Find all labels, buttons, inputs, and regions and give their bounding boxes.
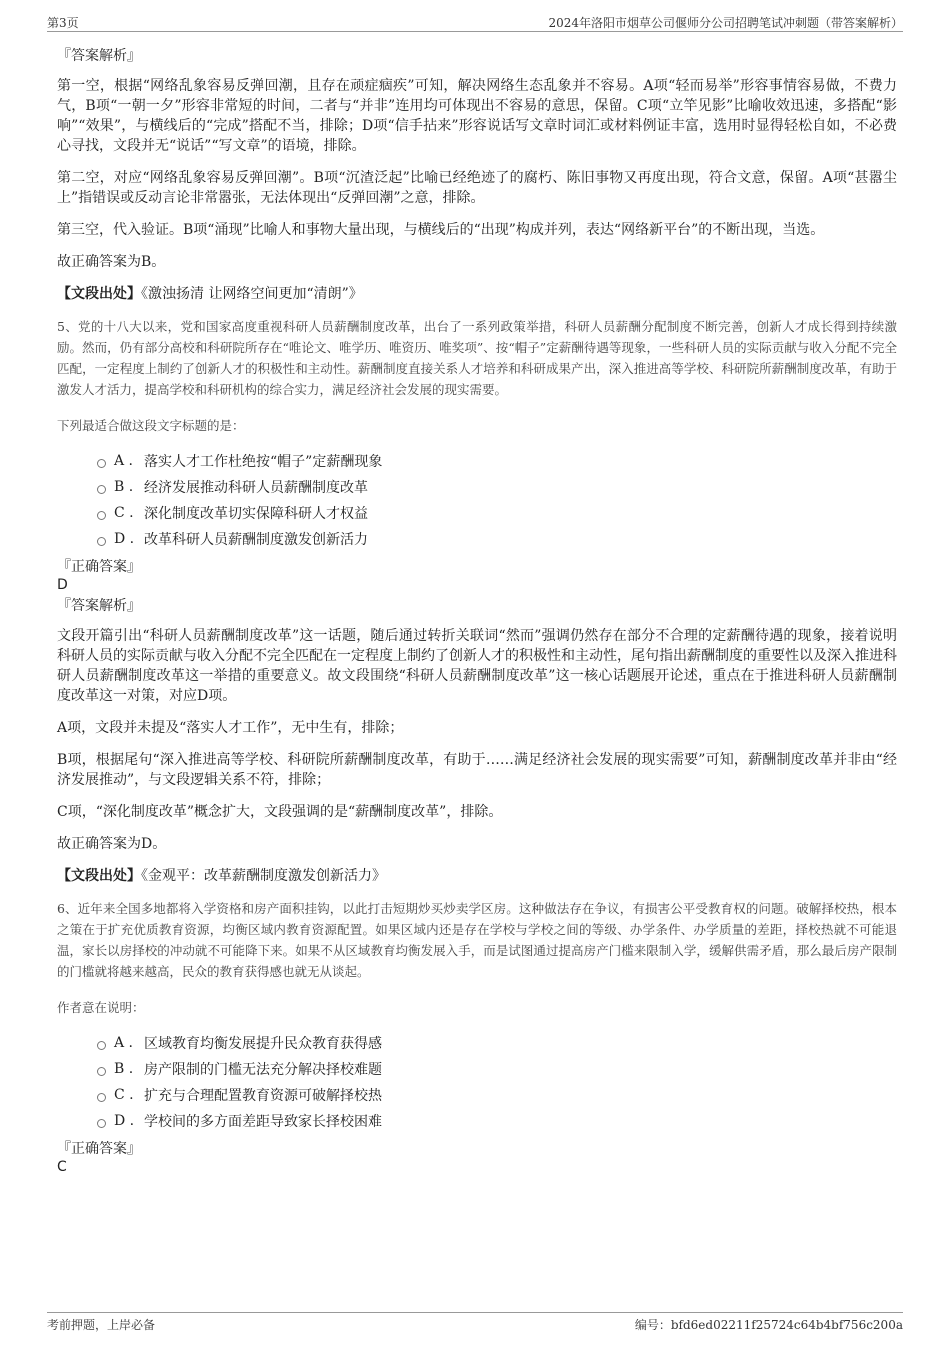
radio-icon[interactable] xyxy=(97,1041,106,1050)
option-b[interactable] xyxy=(97,1056,897,1082)
analysis-paragraph: 第一空，根据“网络乱象容易反弹回潮，且存在顽症痼疾”可知，解决网络生态乱象并不容易。A项“轻而易举”形容事情容易做，不费力气，B项“一朝一夕”形容非常短的时间，二者与“并非”连用均可体现出不容易的意思，保留。C项“立竿见影”比喻收效迅速，多搭配“影响”“效果”，与横线后的“完成”搭配不当，排除；D项“信手拈来”形容说话写文章时词汇或材料例证丰富，选用时显得轻松自如，不必费心寻找，文段并无“说话”“写文章”的语境，排除。 xyxy=(57,78,897,154)
question-5-prompt: 下列最适合做这段文字标题的是： xyxy=(57,418,245,433)
analysis-paragraph: 第三空，代入验证。B项“涌现”比喻人和事物大量出现，与横线后的“出现”构成并列，表达“网络新平台”的不断出现，当选。 xyxy=(57,222,825,238)
question-6-options xyxy=(97,1030,897,1134)
radio-icon[interactable] xyxy=(97,485,106,494)
option-text: 区域教育均衡发展提升民众教育获得感 xyxy=(144,1036,382,1052)
radio-icon[interactable] xyxy=(97,459,106,468)
question-6-prompt: 作者意在说明： xyxy=(57,1000,145,1015)
option-letter: C . xyxy=(114,1087,134,1103)
page-number: 第3页 xyxy=(47,16,79,30)
analysis-paragraph: 文段开篇引出“科研人员薪酬制度改革”这一话题，随后通过转折关联词“然而”强调仍然存在部分不合理的定薪酬待遇的现象，接着说明科研人员的实际贡献与收入分配不完全匹配在一定程度上制约了创新人才的积极性和主动性，尾句指出薪酬制度的重要性以及深入推进科研人员薪酬制度改革这一举措的重要意义。故文段围绕“科研人员薪酬制度改革”这一核心话题展开论述，重点在于推进科研人员薪酬制度改革这一对策，对应D项。 xyxy=(57,628,897,704)
question-5-options xyxy=(97,448,897,552)
correct-answer: D xyxy=(57,577,68,593)
radio-icon[interactable] xyxy=(97,1067,106,1076)
analysis-label: 『答案解析』 xyxy=(57,598,141,614)
footer-slogan: 考前押题，上岸必备 xyxy=(47,1318,156,1332)
option-b[interactable] xyxy=(97,474,897,500)
correct-answer: C xyxy=(57,1159,67,1175)
radio-icon[interactable] xyxy=(97,1119,106,1128)
page-header xyxy=(47,12,903,32)
analysis-paragraph: A项，文段并未提及“落实人才工作”，无中生有，排除； xyxy=(57,720,404,736)
analysis-paragraph: 第二空，对应“网络乱象容易反弹回潮”。B项“沉渣泛起”比喻已经绝迹了的腐朽、陈旧事物又再度出现，符合文意，保留。A项“甚嚣尘上”指错误或反动言论非常嚣张，无法体现出“反弹回潮”之意，排除。 xyxy=(57,170,897,206)
passage-source xyxy=(57,284,897,304)
document-content xyxy=(57,46,897,1176)
question-6-text: 6、近年来全国多地都将入学资格和房产面积挂钩，以此打击短期炒买炒卖学区房。这种做法存在争议，有损害公平受教育权的问题。破解择校热，根本之策在于扩充优质教育资源，均衡区域内教育资源配置。如果区域内还是存在学校与学校之间的等级、办学条件、办学质量的差距，择校热就不可能退温，家长以房择校的冲动就不可能降下来。如果不从区域教育均衡发展入手，而是试图通过提高房产门槛来限制入学，缓解供需矛盾，那么最后房产限制的门槛就将越来越高，民众的教育获得感也就无从谈起。 xyxy=(57,901,897,979)
option-text: 落实人才工作杜绝按“帽子”定薪酬现象 xyxy=(144,454,383,470)
option-a[interactable] xyxy=(97,1030,897,1056)
source-text: 《金观平：改革薪酬制度激发创新活力》 xyxy=(141,868,386,884)
option-c[interactable] xyxy=(97,500,897,526)
option-text: 房产限制的门槛无法充分解决择校难题 xyxy=(144,1062,382,1078)
source-label: 【文段出处】 xyxy=(57,286,141,302)
radio-icon[interactable] xyxy=(97,511,106,520)
correct-answer-label: 『正确答案』 xyxy=(57,559,141,575)
radio-icon[interactable] xyxy=(97,537,106,546)
option-text: 深化制度改革切实保障科研人才权益 xyxy=(144,506,368,522)
option-letter: A . xyxy=(114,453,134,469)
analysis-paragraph: 故正确答案为D。 xyxy=(57,836,167,852)
option-a[interactable] xyxy=(97,448,897,474)
option-d[interactable] xyxy=(97,526,897,552)
option-text: 学校间的多方面差距导致家长择校困难 xyxy=(144,1114,382,1130)
option-d[interactable] xyxy=(97,1108,897,1134)
option-letter: D . xyxy=(114,531,135,547)
source-text: 《激浊扬清 让网络空间更加“清朗”》 xyxy=(141,286,363,302)
option-c[interactable] xyxy=(97,1082,897,1108)
passage-source xyxy=(57,866,897,886)
analysis-label: 『答案解析』 xyxy=(57,48,141,64)
document-id: 编号：bfd6ed02211f25724c64b4bf756c200a xyxy=(634,1318,903,1332)
option-text: 改革科研人员薪酬制度激发创新活力 xyxy=(144,532,368,548)
analysis-paragraph: B项，根据尾句“深入推进高等学校、科研院所薪酬制度改革，有助于……满足经济社会发展的现实需要”可知，薪酬制度改革并非由“经济发展推动”，与文段逻辑关系不符，排除； xyxy=(57,752,897,788)
document-title: 2024年洛阳市烟草公司偃师分公司招聘笔试冲刺题（带答案解析） xyxy=(548,16,903,30)
option-letter: B . xyxy=(114,479,134,495)
source-label: 【文段出处】 xyxy=(57,868,141,884)
option-text: 扩充与合理配置教育资源可破解择校热 xyxy=(144,1088,382,1104)
analysis-paragraph: C项，“深化制度改革”概念扩大，文段强调的是“薪酬制度改革”，排除。 xyxy=(57,804,503,820)
option-text: 经济发展推动科研人员薪酬制度改革 xyxy=(144,480,368,496)
correct-answer-label: 『正确答案』 xyxy=(57,1141,141,1157)
option-letter: C . xyxy=(114,505,134,521)
radio-icon[interactable] xyxy=(97,1093,106,1102)
page-footer xyxy=(47,1312,903,1332)
option-letter: D . xyxy=(114,1113,135,1129)
option-letter: A . xyxy=(114,1035,134,1051)
option-letter: B . xyxy=(114,1061,134,1077)
question-5-text: 5、党的十八大以来，党和国家高度重视科研人员薪酬制度改革，出台了一系列政策举措，科研人员薪酬分配制度不断完善，创新人才成长得到持续激励。然而，仍有部分高校和科研院所存在“唯论文、唯学历、唯资历、唯奖项”、按“帽子”定薪酬待遇等现象，一些科研人员的实际贡献与收入分配不完全匹配，一定程度上制约了创新人才的积极性和主动性。薪酬制度直接关系人才培养和科研成果产出，深入推进高等学校、科研院所薪酬制度改革，有助于激发人才活力，提高学校和科研机构的综合实力，满足经济社会发展的现实需要。 xyxy=(57,319,897,397)
analysis-paragraph: 故正确答案为B。 xyxy=(57,254,166,270)
